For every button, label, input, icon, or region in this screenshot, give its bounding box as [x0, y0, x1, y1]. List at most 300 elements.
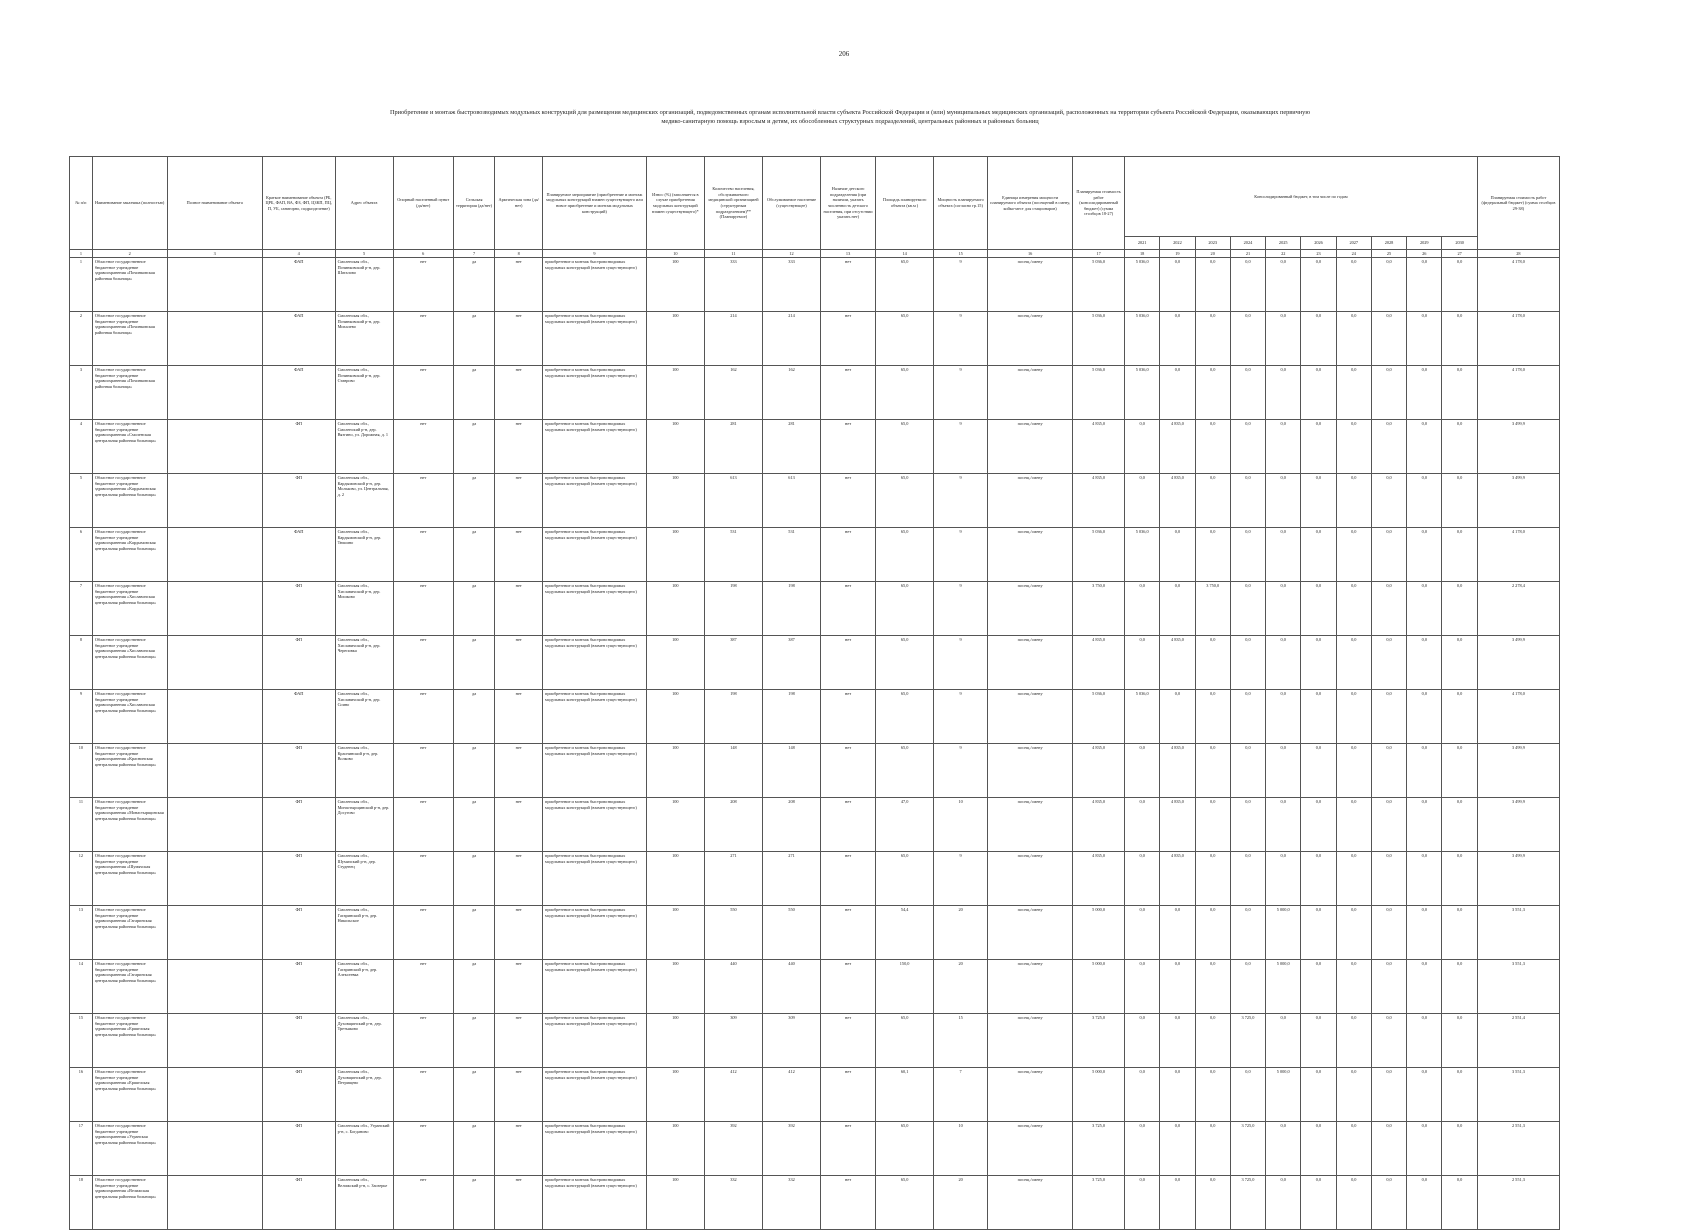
child-unit: нет: [821, 420, 876, 474]
child-unit: нет: [821, 582, 876, 636]
object-full-name: [167, 906, 262, 960]
year-cost: 0,0: [1442, 852, 1477, 906]
object-short-name: ФП: [262, 1122, 335, 1176]
year-cost: 3 725,0: [1230, 1122, 1265, 1176]
capacity-unit: посещ./смену: [988, 1014, 1073, 1068]
population-existing: 309: [762, 1014, 820, 1068]
year-cost: 0,0: [1442, 420, 1477, 474]
year-cost: 0,0: [1336, 1122, 1371, 1176]
object-address: Смоленская обл., Кардымовский р-н, дер. Мольково, ул. Центральная, д. 2: [335, 474, 393, 528]
capacity-unit: посещ./смену: [988, 474, 1073, 528]
year-cost: 0,0: [1125, 636, 1160, 690]
year-cost: 0,0: [1442, 960, 1477, 1014]
year-cost: 0,0: [1301, 420, 1336, 474]
total-cost: 5 036,0: [1073, 366, 1125, 420]
column-header: Обслуживаемое население (существующее): [762, 157, 820, 250]
wear-percent: 100: [646, 852, 704, 906]
table-row: [70, 528, 1560, 582]
area: 65,0: [876, 852, 934, 906]
year-cost: 0,0: [1371, 852, 1406, 906]
row-number: 10: [70, 744, 93, 798]
object-address: Смоленская обл., Угранский р-н, с. Богданово: [335, 1122, 393, 1176]
year-cost: 0,0: [1371, 528, 1406, 582]
year-cost: 0,0: [1407, 690, 1442, 744]
year-cost: 0,0: [1407, 258, 1442, 312]
rural-territory: да: [453, 366, 495, 420]
year-cost: 0,0: [1371, 1014, 1406, 1068]
table-row: [70, 636, 1560, 690]
year-cost: 0,0: [1336, 258, 1371, 312]
year-cost: 0,0: [1266, 1014, 1301, 1068]
total-cost: 5 036,0: [1073, 528, 1125, 582]
column-number: 20: [1195, 250, 1230, 258]
column-header: Количество населения, обслуживаемого медицинской организацией (структурным подразделением)** (Планируемое): [704, 157, 762, 250]
customer-name: Областное государственное бюджетное учреждение здравоохранения «Хиславичская центральная районная больница»: [92, 582, 167, 636]
year-cost: 3 725,0: [1230, 1014, 1265, 1068]
row-number: 17: [70, 1122, 93, 1176]
customer-name: Областное государственное бюджетное учреждение здравоохранения «Кардымовская центральная районная больница»: [92, 528, 167, 582]
year-cost: 0,0: [1301, 312, 1336, 366]
year-cost: 5 036,0: [1125, 258, 1160, 312]
year-cost: 0,0: [1160, 258, 1195, 312]
column-header: Наименование заказчика (полностью): [92, 157, 167, 250]
total-cost: 5 036,0: [1073, 312, 1125, 366]
federal-cost: 3 499,9: [1477, 744, 1559, 798]
year-cost: 0,0: [1336, 798, 1371, 852]
year-cost: 0,0: [1125, 420, 1160, 474]
year-cost: 0,0: [1407, 1176, 1442, 1230]
year-cost: 0,0: [1230, 852, 1265, 906]
year-cost: 0,0: [1195, 744, 1230, 798]
child-unit: нет: [821, 636, 876, 690]
year-cost: 0,0: [1125, 1122, 1160, 1176]
year-cost: 0,0: [1407, 1014, 1442, 1068]
capacity: 9: [934, 690, 988, 744]
year-cost: 0,0: [1336, 1014, 1371, 1068]
column-header: № п/п: [70, 157, 93, 250]
column-number: 1: [70, 250, 93, 258]
row-number: 16: [70, 1068, 93, 1122]
capacity-unit: посещ./смену: [988, 852, 1073, 906]
support-settlement: нет: [393, 582, 453, 636]
wear-percent: 100: [646, 1068, 704, 1122]
customer-name: Областное государственное бюджетное учреждение здравоохранения «Шумячская центральная районная больница»: [92, 852, 167, 906]
population-planned: 333: [704, 258, 762, 312]
object-address: Смоленская обл., Починковский р-н, дер. Ставрово: [335, 366, 393, 420]
arctic-zone: нет: [495, 1068, 543, 1122]
object-full-name: [167, 528, 262, 582]
support-settlement: нет: [393, 852, 453, 906]
arctic-zone: нет: [495, 582, 543, 636]
column-number: 18: [1125, 250, 1160, 258]
capacity-unit: посещ./смену: [988, 528, 1073, 582]
federal-cost: 3 499,9: [1477, 798, 1559, 852]
support-settlement: нет: [393, 1014, 453, 1068]
year-cost: 5 000,0: [1266, 1068, 1301, 1122]
total-cost: 3 725,0: [1073, 1122, 1125, 1176]
planned-event: приобретение и монтаж быстровозводимых модульных конструкций (взамен существующего): [543, 1014, 647, 1068]
column-header: Планируемое мероприятие (приобретение и монтаж модульных конструкций взамен существующего или новое приобретение и монтаж модульных конструкций): [543, 157, 647, 250]
column-number: 4: [262, 250, 335, 258]
column-header: Планируемая стоимость работ (федеральный бюджет) (сумма столбцов 29-38): [1477, 157, 1559, 250]
column-number: 16: [988, 250, 1073, 258]
object-short-name: ФАП: [262, 690, 335, 744]
wear-percent: 100: [646, 366, 704, 420]
child-unit: нет: [821, 852, 876, 906]
arctic-zone: нет: [495, 852, 543, 906]
object-full-name: [167, 420, 262, 474]
population-planned: 550: [704, 906, 762, 960]
header-row: [70, 157, 1560, 237]
arctic-zone: нет: [495, 420, 543, 474]
capacity-unit: посещ./смену: [988, 906, 1073, 960]
wear-percent: 100: [646, 1122, 704, 1176]
year-cost: 0,0: [1195, 366, 1230, 420]
rural-territory: да: [453, 1014, 495, 1068]
column-header: Единица измерения мощности планируемого объекта (посещений в смену, койко-мест для стационаров): [988, 157, 1073, 250]
year-cost: 0,0: [1442, 690, 1477, 744]
column-number: 2: [92, 250, 167, 258]
object-short-name: ФП: [262, 1176, 335, 1230]
population-planned: 281: [704, 420, 762, 474]
child-unit: нет: [821, 798, 876, 852]
year-header: 2025: [1266, 237, 1301, 250]
capacity: 10: [934, 1122, 988, 1176]
year-cost: 0,0: [1336, 1068, 1371, 1122]
planned-event: приобретение и монтаж быстровозводимых модульных конструкций (взамен существующего): [543, 1122, 647, 1176]
column-number: 13: [821, 250, 876, 258]
row-number: 1: [70, 258, 93, 312]
year-cost: 0,0: [1160, 582, 1195, 636]
year-cost: 0,0: [1301, 258, 1336, 312]
object-full-name: [167, 744, 262, 798]
object-short-name: ФП: [262, 744, 335, 798]
planned-event: приобретение и монтаж быстровозводимых модульных конструкций (взамен существующего): [543, 636, 647, 690]
year-cost: 0,0: [1371, 690, 1406, 744]
customer-name: Областное государственное бюджетное учреждение здравоохранения «Хиславичская центральная районная больница»: [92, 690, 167, 744]
column-number: 10: [646, 250, 704, 258]
wear-percent: 100: [646, 582, 704, 636]
area: 65,0: [876, 582, 934, 636]
total-cost: 4 835,0: [1073, 744, 1125, 798]
year-cost: 3 750,0: [1195, 582, 1230, 636]
capacity: 9: [934, 420, 988, 474]
column-number: 15: [934, 250, 988, 258]
area: 65,0: [876, 744, 934, 798]
object-address: Смоленская обл., Починковский р-н, дер. Михалево: [335, 312, 393, 366]
year-cost: 5 036,0: [1125, 528, 1160, 582]
year-cost: 0,0: [1442, 582, 1477, 636]
year-cost: 4 835,0: [1160, 420, 1195, 474]
area: 60,1: [876, 1068, 934, 1122]
arctic-zone: нет: [495, 1014, 543, 1068]
rural-territory: да: [453, 258, 495, 312]
total-cost: 5 000,0: [1073, 960, 1125, 1014]
population-existing: 440: [762, 960, 820, 1014]
federal-cost: 3 499,9: [1477, 474, 1559, 528]
capacity: 9: [934, 744, 988, 798]
rural-territory: да: [453, 1122, 495, 1176]
wear-percent: 100: [646, 906, 704, 960]
area: 54,4: [876, 906, 934, 960]
rural-territory: да: [453, 312, 495, 366]
column-number: 8: [495, 250, 543, 258]
object-full-name: [167, 690, 262, 744]
population-planned: 208: [704, 798, 762, 852]
federal-cost: 3 551,3: [1477, 960, 1559, 1014]
federal-cost: 4 178,0: [1477, 258, 1559, 312]
table-row: [70, 1176, 1560, 1230]
federal-cost: 4 178,0: [1477, 312, 1559, 366]
support-settlement: нет: [393, 1122, 453, 1176]
support-settlement: нет: [393, 258, 453, 312]
rural-territory: да: [453, 582, 495, 636]
federal-cost: 2 551,3: [1477, 1122, 1559, 1176]
capacity: 9: [934, 312, 988, 366]
column-number: 19: [1160, 250, 1195, 258]
year-cost: 0,0: [1160, 1014, 1195, 1068]
total-cost: 4 835,0: [1073, 798, 1125, 852]
population-existing: 333: [762, 258, 820, 312]
object-address: Смоленская обл., Хиславичский р-н, дер. Соино: [335, 690, 393, 744]
year-cost: 0,0: [1336, 528, 1371, 582]
object-short-name: ФП: [262, 636, 335, 690]
capacity-unit: посещ./смену: [988, 366, 1073, 420]
column-header: Сельская территория (да/нет): [453, 157, 495, 250]
year-cost: 0,0: [1371, 798, 1406, 852]
year-cost: 0,0: [1266, 690, 1301, 744]
year-cost: 0,0: [1336, 960, 1371, 1014]
row-number: 7: [70, 582, 93, 636]
object-short-name: ФП: [262, 420, 335, 474]
year-cost: 0,0: [1195, 852, 1230, 906]
capacity-unit: посещ./смену: [988, 744, 1073, 798]
year-cost: 0,0: [1442, 636, 1477, 690]
object-full-name: [167, 582, 262, 636]
year-cost: 0,0: [1160, 906, 1195, 960]
year-cost: 0,0: [1195, 960, 1230, 1014]
object-full-name: [167, 258, 262, 312]
object-address: Смоленская обл., Велижский р-н, с. Заозерье: [335, 1176, 393, 1230]
area: 150,0: [876, 960, 934, 1014]
column-number: 21: [1230, 250, 1265, 258]
object-short-name: ФП: [262, 582, 335, 636]
year-cost: 0,0: [1336, 582, 1371, 636]
federal-cost: 2 551,3: [1477, 1176, 1559, 1230]
wear-percent: 100: [646, 636, 704, 690]
planned-event: приобретение и монтаж быстровозводимых модульных конструкций (взамен существующего): [543, 366, 647, 420]
year-cost: 0,0: [1125, 582, 1160, 636]
rural-territory: да: [453, 744, 495, 798]
population-existing: 531: [762, 528, 820, 582]
object-address: Смоленская обл., Хиславичский р-н, дер. Мошково: [335, 582, 393, 636]
object-full-name: [167, 1176, 262, 1230]
year-cost: 5 036,0: [1125, 690, 1160, 744]
planned-event: приобретение и монтаж быстровозводимых модульных конструкций (взамен существующего): [543, 528, 647, 582]
wear-percent: 100: [646, 528, 704, 582]
year-cost: 0,0: [1230, 960, 1265, 1014]
year-cost: 0,0: [1266, 744, 1301, 798]
object-full-name: [167, 366, 262, 420]
population-existing: 392: [762, 1122, 820, 1176]
year-cost: 0,0: [1442, 1068, 1477, 1122]
table-row: [70, 798, 1560, 852]
population-existing: 198: [762, 582, 820, 636]
object-address: Смоленская обл., Гагаринский р-н, дер. Алексеевка: [335, 960, 393, 1014]
rural-territory: да: [453, 528, 495, 582]
year-cost: 0,0: [1160, 528, 1195, 582]
support-settlement: нет: [393, 906, 453, 960]
year-cost: 4 835,0: [1160, 636, 1195, 690]
year-cost: 0,0: [1230, 420, 1265, 474]
planned-event: приобретение и монтаж быстровозводимых модульных конструкций (взамен существующего): [543, 474, 647, 528]
object-short-name: ФП: [262, 906, 335, 960]
arctic-zone: нет: [495, 798, 543, 852]
capacity-unit: посещ./смену: [988, 420, 1073, 474]
year-cost: 0,0: [1125, 798, 1160, 852]
capacity: 9: [934, 258, 988, 312]
support-settlement: нет: [393, 474, 453, 528]
year-cost: 0,0: [1442, 528, 1477, 582]
year-cost: 0,0: [1407, 960, 1442, 1014]
year-cost: 0,0: [1195, 528, 1230, 582]
federal-cost: 3 499,9: [1477, 636, 1559, 690]
customer-name: Областное государственное бюджетное учреждение здравоохранения «Гагаринская центральная районная больница»: [92, 960, 167, 1014]
column-numbers-row: [70, 250, 1560, 258]
object-address: Смоленская обл., Духовщинский р-н, дер. Петрищево: [335, 1068, 393, 1122]
area: 65,0: [876, 366, 934, 420]
wear-percent: 100: [646, 420, 704, 474]
column-number: 6: [393, 250, 453, 258]
arctic-zone: нет: [495, 1122, 543, 1176]
capacity: 9: [934, 852, 988, 906]
support-settlement: нет: [393, 690, 453, 744]
planned-event: приобретение и монтаж быстровозводимых модульных конструкций (взамен существующего): [543, 582, 647, 636]
capacity-unit: посещ./смену: [988, 636, 1073, 690]
year-header: 2021: [1125, 237, 1160, 250]
year-cost: 0,0: [1407, 1122, 1442, 1176]
year-cost: 0,0: [1301, 798, 1336, 852]
year-cost: 0,0: [1195, 690, 1230, 744]
year-cost: 0,0: [1230, 1068, 1265, 1122]
year-cost: 0,0: [1125, 1068, 1160, 1122]
child-unit: нет: [821, 474, 876, 528]
customer-name: Областное государственное бюджетное учреждение здравоохранения «Ершичская центральная районная больница»: [92, 1014, 167, 1068]
table-row: [70, 960, 1560, 1014]
customer-name: Областное государственное бюджетное учреждение здравоохранения «Монастырщинская центральная районная больница»: [92, 798, 167, 852]
year-cost: 0,0: [1125, 744, 1160, 798]
row-number: 4: [70, 420, 93, 474]
object-short-name: ФАП: [262, 258, 335, 312]
area: 65,0: [876, 528, 934, 582]
federal-cost: 3 551,3: [1477, 1068, 1559, 1122]
child-unit: нет: [821, 528, 876, 582]
support-settlement: нет: [393, 312, 453, 366]
year-cost: 0,0: [1266, 636, 1301, 690]
population-planned: 271: [704, 852, 762, 906]
column-number: 7: [453, 250, 495, 258]
year-cost: 0,0: [1407, 474, 1442, 528]
population-existing: 387: [762, 636, 820, 690]
child-unit: нет: [821, 258, 876, 312]
table-row: [70, 1014, 1560, 1068]
table-row: [70, 1122, 1560, 1176]
wear-percent: 100: [646, 474, 704, 528]
planned-event: приобретение и монтаж быстровозводимых модульных конструкций (взамен существующего): [543, 744, 647, 798]
year-cost: 4 835,0: [1160, 474, 1195, 528]
year-cost: 0,0: [1195, 258, 1230, 312]
table-row: [70, 744, 1560, 798]
column-number: 17: [1073, 250, 1125, 258]
year-header: 2026: [1301, 237, 1336, 250]
rural-territory: да: [453, 1068, 495, 1122]
year-cost: 0,0: [1301, 960, 1336, 1014]
planned-event: приобретение и монтаж быстровозводимых модульных конструкций (взамен существующего): [543, 960, 647, 1014]
object-full-name: [167, 1122, 262, 1176]
object-address: Смоленская обл., Хиславичский р-н, дер. Череповка: [335, 636, 393, 690]
year-cost: 0,0: [1407, 906, 1442, 960]
population-existing: 208: [762, 798, 820, 852]
year-cost: 0,0: [1442, 1122, 1477, 1176]
year-cost: 0,0: [1266, 420, 1301, 474]
population-planned: 198: [704, 582, 762, 636]
object-address: Смоленская обл., Монастырщинский р-н, дер. Досугово: [335, 798, 393, 852]
year-cost: 0,0: [1407, 744, 1442, 798]
arctic-zone: нет: [495, 366, 543, 420]
year-cost: 0,0: [1160, 366, 1195, 420]
population-planned: 613: [704, 474, 762, 528]
area: 65,0: [876, 258, 934, 312]
child-unit: нет: [821, 312, 876, 366]
column-header: Наличие детского подразделения (при наличии, указать численность детского населения, при отсутствии указать нет): [821, 157, 876, 250]
area: 65,0: [876, 1122, 934, 1176]
year-cost: 5 036,0: [1125, 366, 1160, 420]
federal-cost: 4 178,0: [1477, 528, 1559, 582]
federal-cost: 3 551,3: [1477, 906, 1559, 960]
year-cost: 0,0: [1160, 690, 1195, 744]
capacity-unit: посещ./смену: [988, 582, 1073, 636]
total-cost: 4 835,0: [1073, 474, 1125, 528]
total-cost: 5 000,0: [1073, 1068, 1125, 1122]
population-planned: 309: [704, 1014, 762, 1068]
year-header: 2027: [1336, 237, 1371, 250]
year-cost: 0,0: [1301, 582, 1336, 636]
year-cost: 0,0: [1407, 1068, 1442, 1122]
child-unit: нет: [821, 366, 876, 420]
population-existing: 412: [762, 1068, 820, 1122]
year-cost: 0,0: [1371, 744, 1406, 798]
capacity-unit: посещ./смену: [988, 312, 1073, 366]
population-planned: 392: [704, 1122, 762, 1176]
customer-name: Областное государственное бюджетное учреждение здравоохранения «Починковская районная больница»: [92, 312, 167, 366]
year-cost: 0,0: [1230, 636, 1265, 690]
support-settlement: нет: [393, 1068, 453, 1122]
child-unit: нет: [821, 1068, 876, 1122]
rural-territory: да: [453, 474, 495, 528]
table-row: [70, 690, 1560, 744]
year-cost: 0,0: [1442, 744, 1477, 798]
rural-territory: да: [453, 852, 495, 906]
column-number: 26: [1407, 250, 1442, 258]
year-cost: 0,0: [1195, 474, 1230, 528]
table-row: [70, 582, 1560, 636]
wear-percent: 100: [646, 744, 704, 798]
capacity: 9: [934, 636, 988, 690]
row-number: 8: [70, 636, 93, 690]
capacity-unit: посещ./смену: [988, 1176, 1073, 1230]
year-cost: 0,0: [1160, 1068, 1195, 1122]
population-existing: 332: [762, 1176, 820, 1230]
